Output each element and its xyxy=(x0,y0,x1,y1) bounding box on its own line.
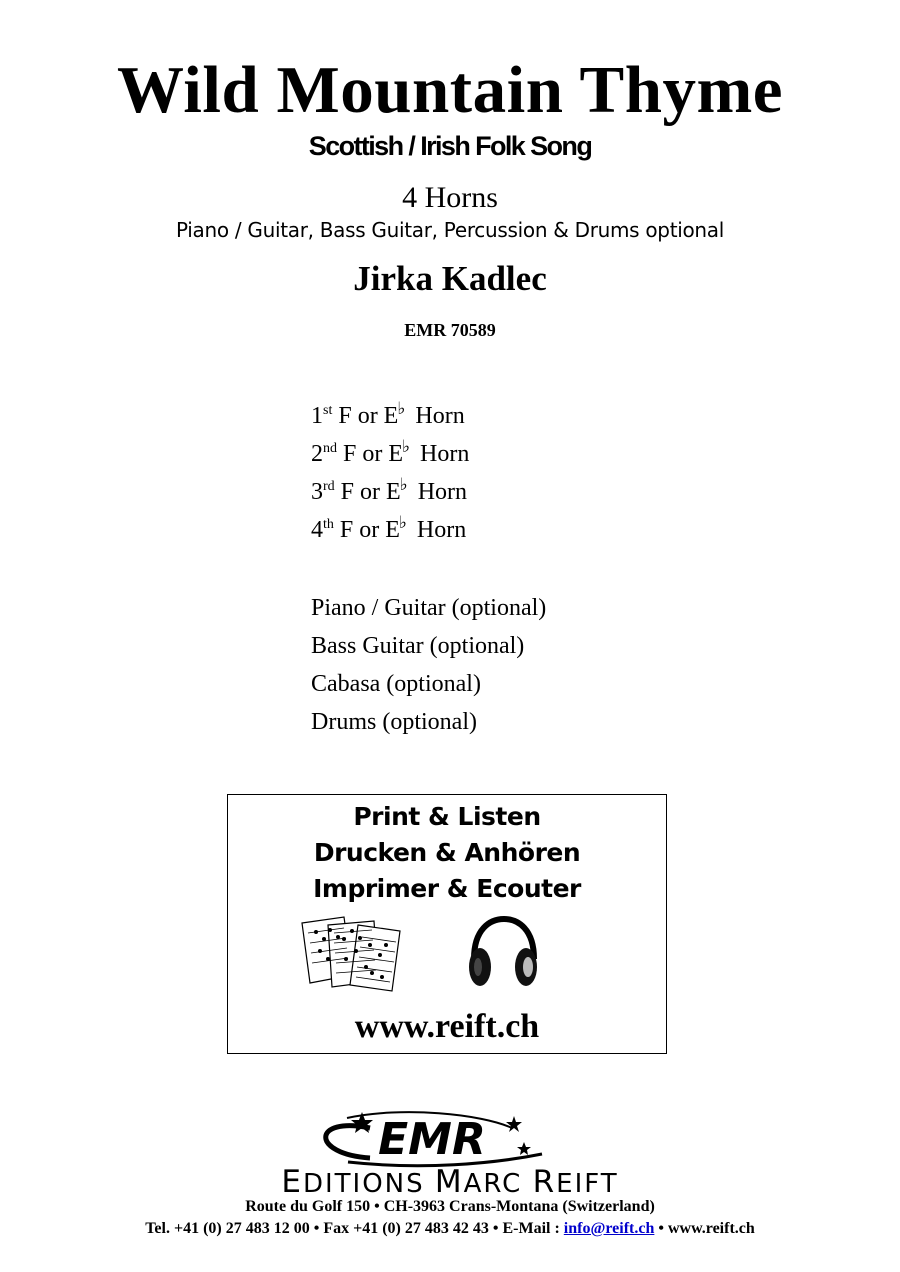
flat-sign: ♭ xyxy=(399,475,408,495)
publisher-name-part: M xyxy=(434,1164,464,1200)
optional-part-2: Bass Guitar (optional) xyxy=(311,633,525,659)
part-ordinal-suffix: nd xyxy=(323,441,337,456)
promo-website: www.reift.ch xyxy=(354,1008,540,1045)
part-instrument: Horn xyxy=(416,517,467,543)
publisher-address: Route du Golf 150 • CH-3963 Crans-Montana (Switzerland) xyxy=(245,1198,655,1215)
contact-phone-fax: Tel. +41 (0) 27 483 12 00 • Fax +41 (0) 27 483 42 43 • E-Mail : xyxy=(145,1220,564,1237)
part-instrument: Horn xyxy=(415,403,465,429)
emr-logo xyxy=(252,1108,552,1170)
part-ordinal-suffix: th xyxy=(323,517,334,532)
part-key: F or E xyxy=(338,403,399,429)
part-instrument: Horn xyxy=(420,441,470,467)
email-link[interactable]: info@reift.ch xyxy=(563,1220,655,1237)
headphones-icon xyxy=(464,915,542,993)
horn-part-2 xyxy=(311,435,469,473)
publisher-contact xyxy=(0,1218,900,1240)
catalog-number: EMR 70589 xyxy=(404,320,496,340)
part-ordinal: 4 xyxy=(311,517,323,543)
flat-sign: ♭ xyxy=(397,399,406,419)
part-key: F or E xyxy=(340,479,401,505)
publisher-name-part: R xyxy=(532,1164,557,1200)
ensemble: 4 Horns xyxy=(402,181,498,214)
contact-website: • www.reift.ch xyxy=(654,1220,755,1237)
publisher-name xyxy=(0,1164,900,1200)
svg-text:EMR: EMR xyxy=(378,1114,486,1165)
part-key: F or E xyxy=(339,517,400,543)
flat-sign: ♭ xyxy=(398,513,407,533)
publisher-name-part: EIFT xyxy=(556,1169,619,1199)
part-ordinal: 1 xyxy=(311,403,323,429)
part-ordinal: 2 xyxy=(311,441,323,467)
publisher-name-part: DITIONS xyxy=(302,1169,435,1199)
optional-part-4: Drums (optional) xyxy=(311,709,477,735)
horn-part-3 xyxy=(311,473,469,511)
part-ordinal: 3 xyxy=(311,479,323,505)
optional-parts-list xyxy=(311,589,546,741)
publisher-name-part: ARC xyxy=(463,1169,533,1199)
optional-part-3: Cabasa (optional) xyxy=(311,671,481,697)
part-ordinal-suffix: rd xyxy=(323,479,335,494)
composer: Jirka Kadlec xyxy=(353,259,547,298)
horn-parts-list xyxy=(311,397,469,549)
promo-line-french: Imprimer & Ecouter xyxy=(313,874,581,903)
print-listen-box xyxy=(227,794,667,1054)
flat-sign: ♭ xyxy=(402,437,411,457)
publisher-name-part: E xyxy=(281,1164,303,1200)
part-key: F or E xyxy=(343,441,403,467)
sheet-music-icon xyxy=(300,915,412,995)
horn-part-1 xyxy=(311,397,469,435)
part-instrument: Horn xyxy=(417,479,468,505)
instrumentation: Piano / Guitar, Bass Guitar, Percussion & Drums optional xyxy=(175,218,725,242)
part-ordinal-suffix: st xyxy=(323,403,333,418)
optional-part-1: Piano / Guitar (optional) xyxy=(311,595,547,621)
promo-line-english: Print & Listen xyxy=(353,802,541,831)
horn-part-4 xyxy=(311,511,469,549)
subtitle: Scottish / Irish Folk Song xyxy=(308,131,592,161)
promo-line-german: Drucken & Anhören xyxy=(313,838,581,867)
title: Wild Mountain Thyme xyxy=(116,53,784,127)
